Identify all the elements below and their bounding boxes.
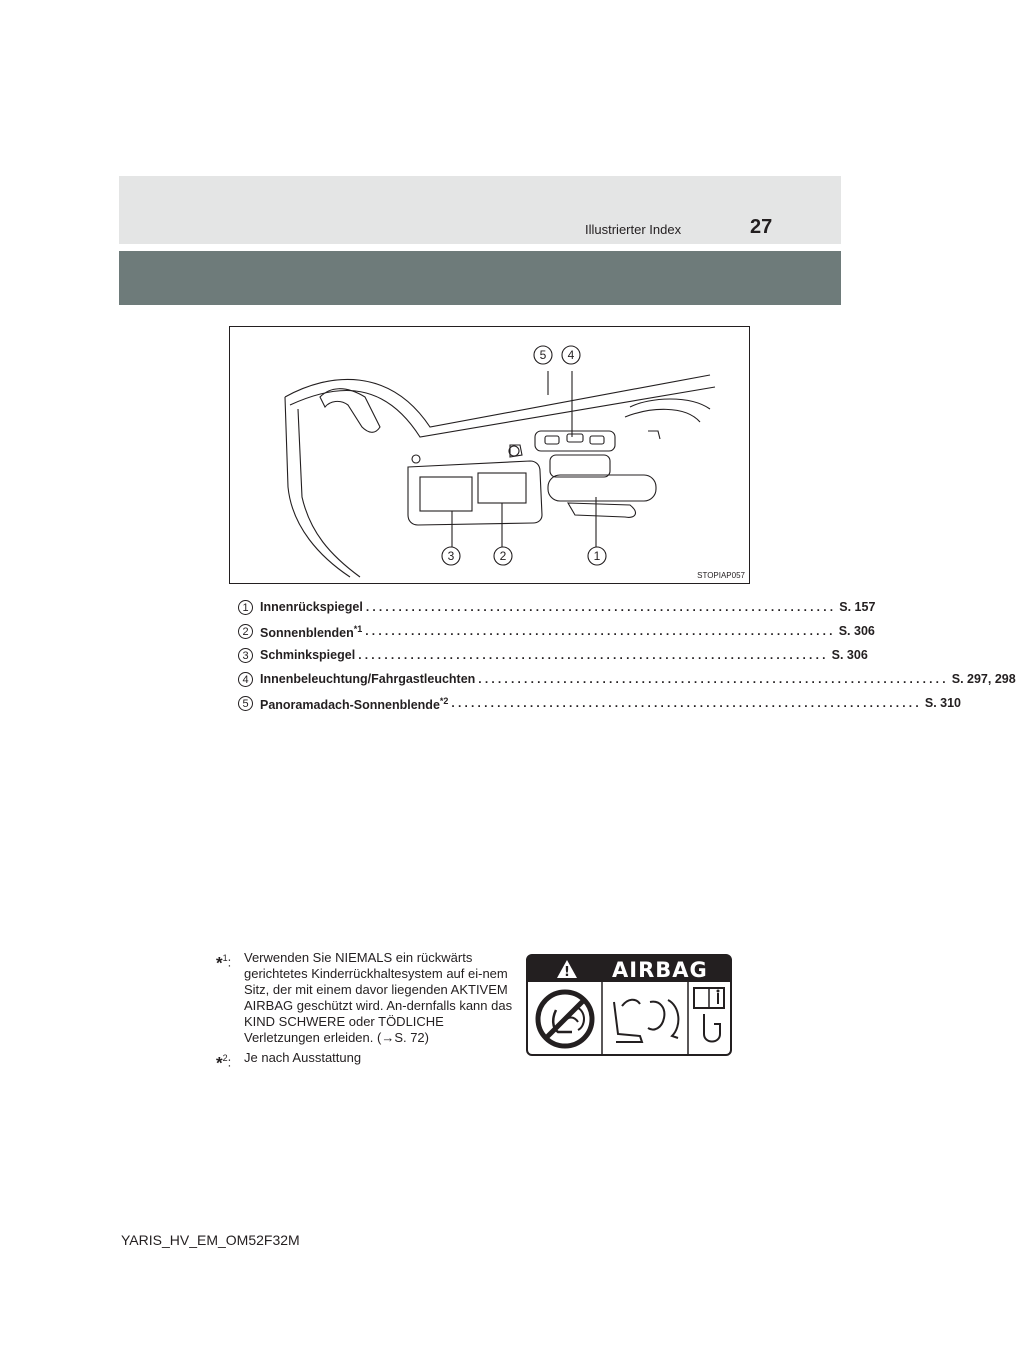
- page-number: 27: [750, 216, 773, 238]
- interior-illustration: [229, 326, 750, 584]
- figure-code: STOPIAP057: [697, 571, 745, 580]
- index-list: [238, 600, 1016, 720]
- callout-2: 2: [499, 549, 507, 563]
- item-footnote-ref: *2: [439, 696, 449, 706]
- leader-dots: ........................................................................: [451, 696, 922, 710]
- item-label: Schminkspiegel: [260, 648, 356, 662]
- list-item: [238, 624, 875, 648]
- roof-console-drawing: [230, 327, 751, 585]
- item-number: 3: [238, 648, 253, 663]
- footnote-number: 1: [222, 953, 228, 963]
- airbag-label-header: [528, 956, 730, 982]
- item-label: Sonnenblenden: [260, 626, 354, 641]
- airbag-pictograms: [528, 982, 730, 1056]
- airbag-warning-label: [526, 954, 732, 1056]
- footnote-number: 2: [222, 1053, 228, 1063]
- footnote-text: Je nach Ausstattung: [244, 1050, 362, 1065]
- item-number: 4: [238, 672, 253, 687]
- footnote-mark: *: [216, 1053, 223, 1073]
- warning-triangle-icon: [556, 959, 578, 979]
- airbag-title: AIRBAG: [612, 958, 708, 982]
- callout-4: 4: [567, 348, 575, 362]
- list-item: [238, 648, 868, 672]
- footnote-mark: *: [216, 953, 223, 973]
- warning-glyph: !: [564, 965, 570, 980]
- footnote-text: Verwenden Sie NIEMALS ein rückwärts gerichtetes Kinderrückhaltesystem auf ei-nem Sitz, der mit einem davor liegenden AKTIVEM AIRBAG geschützt wird. An-dernfalls kann das KIND SCHWERE oder TÖDLICHE Verletzungen erleiden. (→S. 72): [244, 950, 513, 1045]
- item-number: 2: [238, 624, 253, 639]
- list-item: [238, 600, 876, 624]
- item-page: S. 310: [924, 696, 962, 710]
- item-footnote-ref: *1: [353, 624, 363, 634]
- section-title: Illustrierter Index: [585, 222, 682, 237]
- list-item: [238, 672, 1016, 696]
- item-page: S. 306: [831, 648, 868, 662]
- callout-5: 5: [539, 348, 547, 362]
- item-number: 5: [238, 696, 253, 711]
- section-banner: [119, 251, 841, 305]
- leader-dots: ........................................................................: [365, 600, 837, 614]
- leader-dots: ........................................................................: [478, 672, 949, 686]
- item-number: 1: [238, 600, 253, 615]
- leader-dots: ........................................................................: [358, 648, 829, 662]
- item-page: S. 306: [838, 624, 875, 638]
- item-label: Innenbeleuchtung/Fahrgastleuchten: [260, 672, 476, 686]
- footnote: *$^2$: Je nach Ausstattung: [216, 1050, 516, 1071]
- document-code: YARIS_HV_EM_OM52F32M: [121, 1232, 300, 1248]
- item-page: S. 297, 298: [951, 672, 1016, 686]
- footnotes: [216, 950, 516, 1075]
- callout-3: 3: [447, 549, 455, 563]
- header-bar: [119, 176, 841, 244]
- list-item: [238, 696, 962, 720]
- item-label: Innenrückspiegel: [260, 600, 363, 614]
- item-label: Panoramadach-Sonnenblende: [260, 698, 440, 713]
- callout-1: 1: [593, 549, 601, 563]
- leader-dots: ........................................................................: [365, 624, 836, 638]
- footnote: *$^1$: Verwenden Sie NIEMALS ein rückwärts gerichtetes Kinderrückhaltesystem auf ei-nem Sitz, der mit einem davor liegenden AKTIVEM AIRBAG geschützt wird. An-dernfalls kann das KIND SCHWERE oder TÖDLICHE Verletzungen erleiden. (→S. 72): [216, 950, 516, 1046]
- item-page: S. 157: [839, 600, 876, 614]
